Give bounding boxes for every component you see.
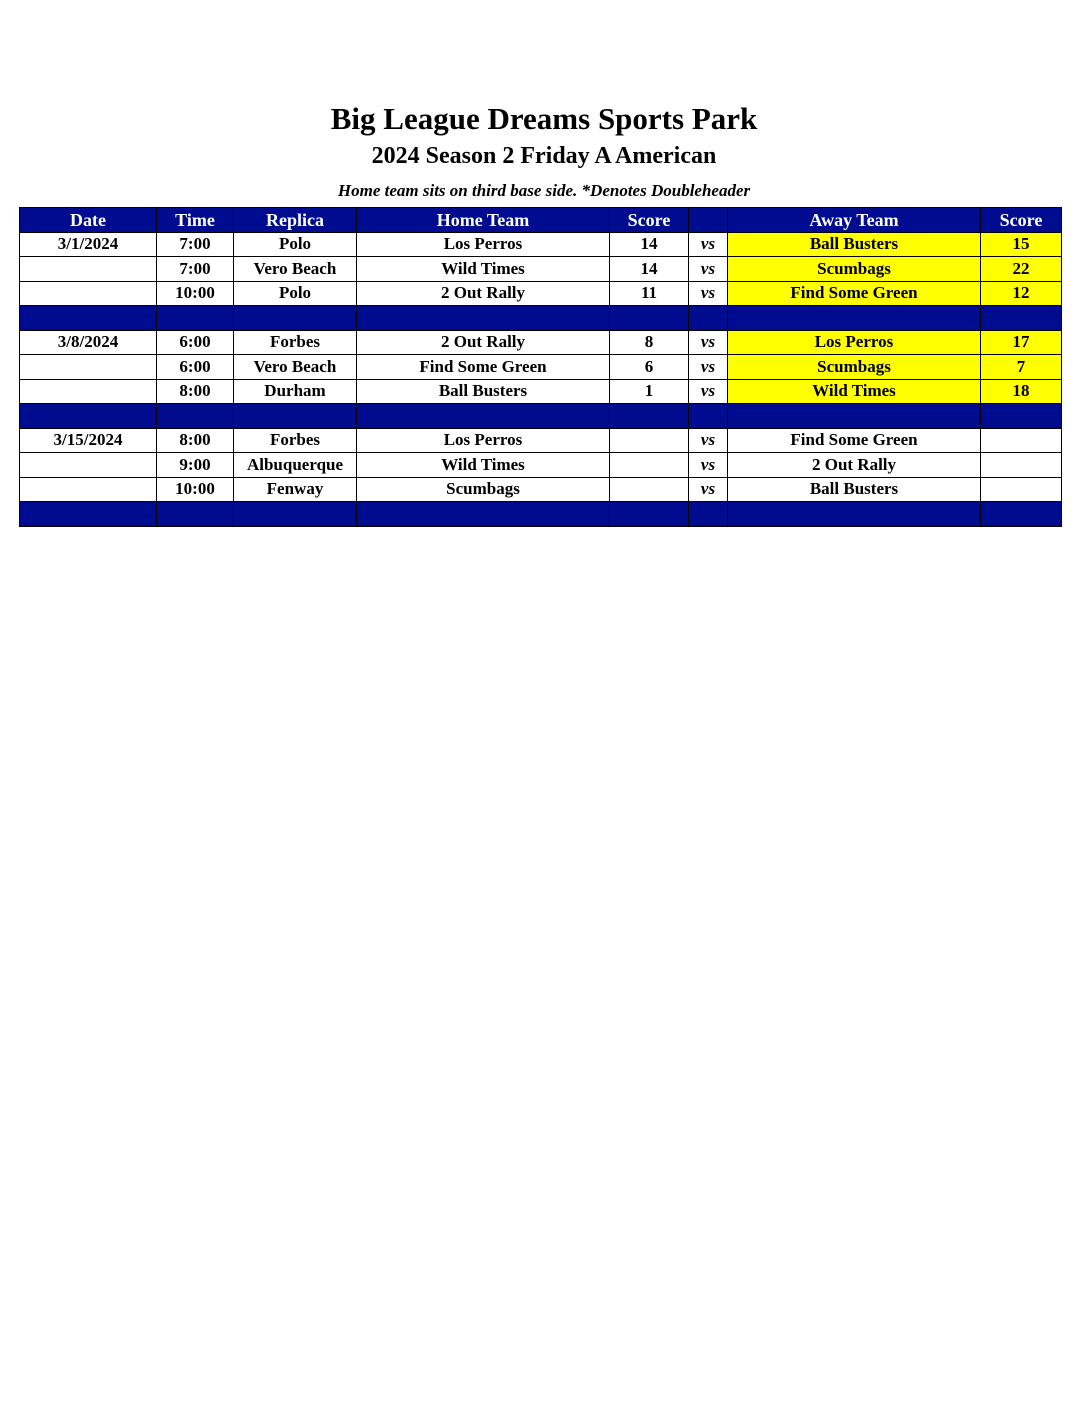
home-score-cell bbox=[610, 477, 689, 502]
away-score-cell bbox=[981, 453, 1062, 478]
away-team-cell: Scumbags bbox=[728, 257, 981, 282]
column-header-date: Date bbox=[20, 208, 157, 233]
away-score-cell: 7 bbox=[981, 355, 1062, 380]
away-team-cell: 2 Out Rally bbox=[728, 453, 981, 478]
date-cell: 3/8/2024 bbox=[20, 330, 157, 355]
home-team-cell: Scumbags bbox=[357, 477, 610, 502]
home-team-cell: Wild Times bbox=[357, 453, 610, 478]
date-cell bbox=[20, 477, 157, 502]
home-score-cell bbox=[610, 428, 689, 453]
away-score-cell: 15 bbox=[981, 232, 1062, 257]
table-row bbox=[20, 379, 1062, 404]
replica-cell: Vero Beach bbox=[234, 355, 357, 380]
replica-cell: Vero Beach bbox=[234, 257, 357, 282]
home-score-cell: 1 bbox=[610, 379, 689, 404]
column-header-away-team: Away Team bbox=[728, 208, 981, 233]
home-team-cell: 2 Out Rally bbox=[357, 281, 610, 306]
column-header-away-score: Score bbox=[981, 208, 1062, 233]
table-row bbox=[20, 281, 1062, 306]
away-score-cell: 18 bbox=[981, 379, 1062, 404]
table-row bbox=[20, 257, 1062, 282]
vs-cell: vs bbox=[689, 355, 728, 380]
time-cell: 7:00 bbox=[157, 232, 234, 257]
away-score-cell bbox=[981, 477, 1062, 502]
vs-cell: vs bbox=[689, 477, 728, 502]
table-row bbox=[20, 453, 1062, 478]
date-cell bbox=[20, 257, 157, 282]
vs-cell: vs bbox=[689, 453, 728, 478]
away-team-cell: Find Some Green bbox=[728, 428, 981, 453]
time-cell: 7:00 bbox=[157, 257, 234, 282]
schedule-table bbox=[19, 207, 1062, 527]
week-separator-row bbox=[20, 404, 1062, 429]
away-score-cell: 17 bbox=[981, 330, 1062, 355]
away-team-cell: Find Some Green bbox=[728, 281, 981, 306]
vs-cell: vs bbox=[689, 428, 728, 453]
week-separator-row bbox=[20, 306, 1062, 331]
away-score-cell bbox=[981, 428, 1062, 453]
date-cell bbox=[20, 281, 157, 306]
vs-cell: vs bbox=[689, 232, 728, 257]
home-score-cell: 6 bbox=[610, 355, 689, 380]
replica-cell: Forbes bbox=[234, 330, 357, 355]
away-team-cell: Los Perros bbox=[728, 330, 981, 355]
date-cell bbox=[20, 355, 157, 380]
away-team-cell: Ball Busters bbox=[728, 232, 981, 257]
home-team-cell: Wild Times bbox=[357, 257, 610, 282]
away-team-cell: Wild Times bbox=[728, 379, 981, 404]
away-score-cell: 12 bbox=[981, 281, 1062, 306]
replica-cell: Forbes bbox=[234, 428, 357, 453]
time-cell: 8:00 bbox=[157, 428, 234, 453]
home-score-cell bbox=[610, 453, 689, 478]
table-row bbox=[20, 330, 1062, 355]
time-cell: 9:00 bbox=[157, 453, 234, 478]
vs-cell: vs bbox=[689, 257, 728, 282]
date-cell bbox=[20, 379, 157, 404]
vs-cell: vs bbox=[689, 379, 728, 404]
replica-cell: Albuquerque bbox=[234, 453, 357, 478]
away-team-cell: Ball Busters bbox=[728, 477, 981, 502]
table-row bbox=[20, 232, 1062, 257]
home-team-cell: 2 Out Rally bbox=[357, 330, 610, 355]
home-team-cell: Ball Busters bbox=[357, 379, 610, 404]
vs-cell: vs bbox=[689, 330, 728, 355]
home-score-cell: 14 bbox=[610, 257, 689, 282]
away-score-cell: 22 bbox=[981, 257, 1062, 282]
replica-cell: Polo bbox=[234, 232, 357, 257]
home-team-cell: Los Perros bbox=[357, 428, 610, 453]
table-row bbox=[20, 477, 1062, 502]
home-score-cell: 8 bbox=[610, 330, 689, 355]
table-header-row bbox=[20, 208, 1062, 233]
time-cell: 8:00 bbox=[157, 379, 234, 404]
time-cell: 10:00 bbox=[157, 477, 234, 502]
vs-cell: vs bbox=[689, 281, 728, 306]
away-team-cell: Scumbags bbox=[728, 355, 981, 380]
date-cell: 3/15/2024 bbox=[20, 428, 157, 453]
home-team-cell: Los Perros bbox=[357, 232, 610, 257]
column-header-home-score: Score bbox=[610, 208, 689, 233]
table-row bbox=[20, 428, 1062, 453]
date-cell: 3/1/2024 bbox=[20, 232, 157, 257]
replica-cell: Polo bbox=[234, 281, 357, 306]
home-score-cell: 11 bbox=[610, 281, 689, 306]
column-header-home-team: Home Team bbox=[357, 208, 610, 233]
doubleheader-note: Home team sits on third base side. *Denotes Doubleheader bbox=[337, 181, 751, 200]
time-cell: 6:00 bbox=[157, 355, 234, 380]
page-title: Big League Dreams Sports Park bbox=[330, 101, 758, 136]
column-header-time: Time bbox=[157, 208, 234, 233]
replica-cell: Durham bbox=[234, 379, 357, 404]
home-score-cell: 14 bbox=[610, 232, 689, 257]
table-row bbox=[20, 355, 1062, 380]
column-header-replica: Replica bbox=[234, 208, 357, 233]
column-header-vs bbox=[689, 208, 728, 233]
date-cell bbox=[20, 453, 157, 478]
week-separator-row bbox=[20, 502, 1062, 527]
replica-cell: Fenway bbox=[234, 477, 357, 502]
time-cell: 6:00 bbox=[157, 330, 234, 355]
home-team-cell: Find Some Green bbox=[357, 355, 610, 380]
page-subtitle: 2024 Season 2 Friday A American bbox=[371, 143, 717, 169]
time-cell: 10:00 bbox=[157, 281, 234, 306]
